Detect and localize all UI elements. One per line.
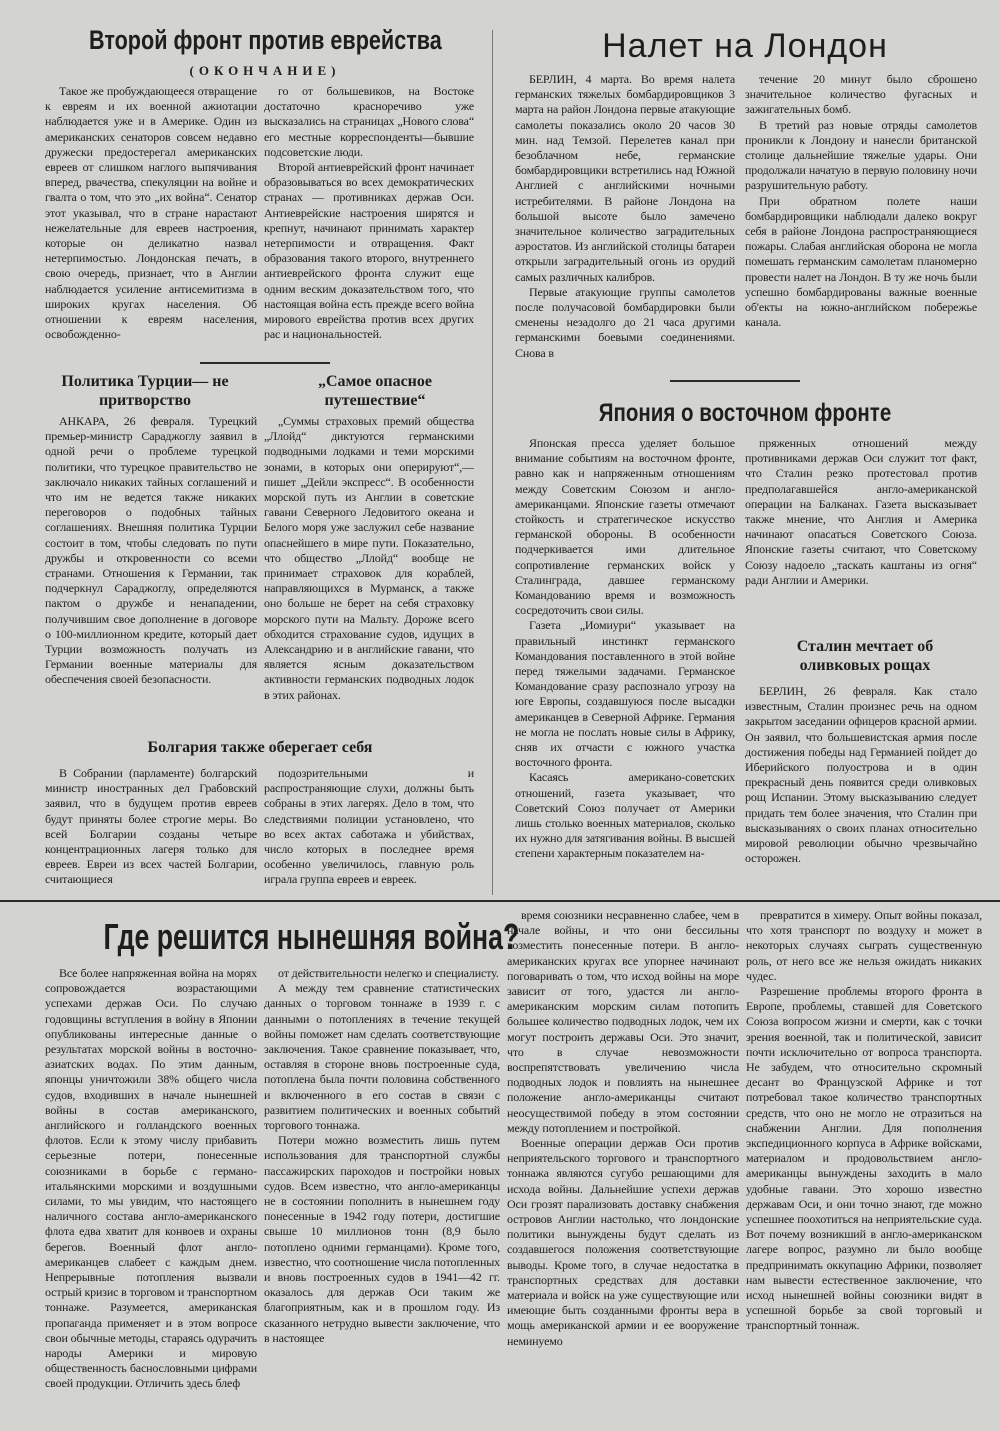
paragraph: время союзники несравненно слабее, чем в начале войны, и что они бессильны возместить понесенные потери. В англо-американских кругах все упорнее начинают поговаривать о том, что исход войны на море зависит от того, удастся ли англо-американским морским силам потопить большее количество подводных лодок, чем их могут построить державы Оси. Это значит, что в случае невозможности воспрепятствовать увеличению числа подводных лодок и повлиять на нынешнее положение англо-американцы считают неосуществимой победу в этом состоянии между потоплением и постройкой. [507, 908, 739, 1135]
divider [670, 380, 800, 382]
dangerous-voyage-text [264, 414, 474, 714]
bulgaria-col1 [45, 766, 257, 894]
paragraph: Такое же пробуждающееся отвращение к евреям и их военной ажиотации наблюдается уже и в Америке. Один из американских сенаторов совсем недавно дружески предостерегал американских евреев от слишком наглого выпячивания вперед, рвачества, спекуляции на войне и гвалта о том, что это „их война“. Сенатор этот указывал, что в стране нарастают нежелательные для евреев настроения, которые он деликатно назвал нетерпимостью. Лондонская печать, в свою очередь, признает, что в Англии наблюдается усиление антисемитизма в широких кругах населения. Об отношении к евреям населения, освобожденно- [45, 84, 257, 342]
war-col2 [264, 966, 500, 1412]
headline-war: Где решится нынешняя война? [103, 916, 520, 957]
paragraph: Военные операции держав Оси против неприятельского торгового и транспортного тоннажа являются сугубо решающими для исхода войны. Дальнейшие успехи держав Оси грозят парализовать доставку снабжения островов Англии настолько, что лондонские политики вынуждены будут сделать из создавшегося положения соответствующие выводы. Кроме того, в случае недостатка в транспортных средствах для доставки материала и войск на уже существующие или имеющие быть созданными фронты вера в мощь американской армии и ее вооружение неминуемо [507, 1136, 739, 1348]
paragraph: Газета „Иомиури“ указывает на правильный инстинкт германского Командования поставленного в этой войне перед тяжелыми задачами. Германское Командование сразу распознало угрозу на юге Европы, создавшуюся после высадки американцев в Северной Африке. Германия не могла не послать новые силы в Африку, сняв их отчасти с южного участка восточного фронта. [515, 618, 735, 770]
paragraph: подозрительными и распространяющие слухи, должны быть собраны в этих лагерях. Дело в том, что следствиями полиции установлено, что во всех актах саботажа и убийствах, число которых в последнее время особенно увеличилось, главную роль играла группа евреев и евреек. [264, 766, 474, 887]
headline-london-raid: Налет на Лондон [602, 27, 888, 65]
paragraph: Все более напряженная война на морях сопровождается возрастающими успехами держав Оси. По случаю годовщины вступления в войну в Японии опубликованы интересные данные о результатах морской войны в восточно-азиатских водах. По этим данным, японцы уничтожили 38% общего числа судов, входивших в начале нынешней войны в состав американского, английского и голландского военных флотов. Если к этому числу прибавить серьезные потери, понесенные союзниками в борьбе с германо-итальянскими морскими и воздушными силами, то мы увидим, что настоящего наличного состава англо-американского флота едва хватит для конвоев и охраны берегов. Военный флот англо-американцев слабеет с каждым днем. Непрерывные потопления вызвали острый кризис в торговом и транспортном тоннаже. Разумеется, американская пропаганда применяет и в этом вопросе свои обычные методы, стараясь одурачить народы Америки и мировую общественность баснословными цифрами своей продукции. Отличить здесь блеф [45, 966, 257, 1391]
second-front-col1 [45, 84, 257, 366]
headline-dangerous-voyage: „Самое опасное путешествие“ [318, 373, 432, 409]
horizontal-rule [0, 900, 1000, 902]
paragraph: При обратном полете наши бомбардировщики наблюдали далеко вокруг себя в районе Лондона распространяющиеся пожары. Слабая английская оборона не могла помешать германским самолетам планомерно провести налет на Лондон. В ту же ночь были успешно бомбардированы важные военные об'екты на южно-английском побережье канала. [745, 193, 977, 330]
paragraph: В Собрании (парламенте) болгарский министр иностранных дел Грабовский заявил, что в будущем против евреев будут приняты более строгие меры. Во всей Болгарии созданы четыре концентрационных лагеря только для евреев. Евреи из всех частей Болгарии, считающиеся [45, 766, 257, 887]
paragraph: го от большевиков, на Востоке достаточно красноречиво уже высказались на страницах „Нового слова“ его местные корреспонденты—бывшие подсоветские люди. [264, 84, 474, 159]
japan-col2 [745, 436, 977, 606]
divider [200, 362, 330, 364]
stalin-text [745, 684, 977, 894]
paragraph: А между тем сравнение статистических данных о торговом тоннаже в 1939 г. с данными о потоплениях в течение текущей войны поможет нам сделать соответствующие заключения. Такое сравнение показывает, что, оставляя в стороне вновь построенные суда, потоплена была почти половина собственного и включенного в его состав в связи с развитием политических и военных событий торгового тоннажа. [264, 981, 500, 1133]
war-col3 [507, 908, 739, 1412]
bulgaria-col2 [264, 766, 474, 894]
paragraph: В третий раз новые отряды самолетов проникли к Лондону и нанесли британской столице дальнейшие тяжелые удары. Они продолжали начатую в первую половину ночи разрушительную работу. [745, 117, 977, 193]
london-col2 [745, 72, 977, 372]
paragraph: течение 20 минут было сброшено значительное количество фугасных и зажигательных бомб. [745, 72, 977, 117]
war-col1 [45, 966, 257, 1412]
paragraph: Разрешение проблемы второго фронта в Европе, проблемы, ставшей для Советского Союза вопросом жизни и смерти, как с точки зрения военной, так и политической, зависит почти исключительно от вопроса транспорта. Не забудем, что относительно скромный десант во Французской Африке и тот потребовал такое количество транспортных средств, что оно не могло не отразиться на снабжении Англии. Для пополнения экспедиционного корпуса в Африке войсками, материалом и продовольствием англо-американцы вынуждены заходить в мало удобные гавани. Это хорошо известно державам Оси, и они точно знают, где можно успешнее поохотиться на неприятельские суда. Вот почему возникший в англо-американском лагере вопрос, разумно ли было вообще предпринимать оккупацию Африки, позволяет нам вывести естественное заключение, что исход нынешней войны союзники видят в успешной борьбе за свой торговый и транспортный тоннаж. [746, 984, 982, 1333]
japan-col1 [515, 436, 735, 894]
turkey-text [45, 414, 257, 712]
headline-second-front: Второй фронт против еврейства [89, 25, 442, 55]
headline-japan: Япония о восточном фронте [598, 399, 892, 427]
paragraph: БЕРЛИН, 4 марта. Во время налета германских тяжелых бомбардировщиков 3 марта на район Лондона первые атакующие самолеты показались около 20 часов 30 мин. над Темзой. Перелетев канал при безоблачном небе, германские бомбардировщики встретились над Южной Англией с английскими ночными истребителями. В районе Лондона на большой высоте было замечено значительное количество заградительных аэростатов. Из английской столицы батареи открыли заградительный огонь из орудий самых различных калибров. [515, 72, 735, 284]
column-rule [492, 30, 493, 895]
paragraph: Первые атакующие группы самолетов после получасовой бомбардировки были сменены незадолго до 21 часа другими германскими боевыми соединениями. Снова в [515, 284, 735, 360]
paragraph: пряженных отношений между противниками держав Оси служит тот факт, что Сталин резко протестовал против предполагавшейся англо-американской операции на Балканах. Газета высказывает также мнение, что Англия и Америка начинают опасаться Советского Союза. Японские газеты считают, что Советскому Союзу надоело „таскать каштаны из огня“ ради Англии и Америки. [745, 436, 977, 587]
paragraph: Потери можно возместить лишь путем использования для транспортной службы пассажирских пароходов и постройки новых судов. Всем известно, что англо-американцы не в состоянии пополнить в нынешнем году понесенные в 1942 году потери, достигшие свыше 10 миллионов тонн (8,9 было потоплено одними германцами). Кроме того, известно, что соотношение числа потопленных и вновь построенных судов в 1941—42 гг. оказалось для держав Оси таким же благоприятным, как и в прошлом году. Из сказанного нетрудно вывести заключение, что в настоящее [264, 1133, 500, 1345]
paragraph: „Суммы страховых премий общества „Ллойд“ диктуются германскими подводными лодками и теми морскими зонами, в которых они оперируют“,—пишет „Дейли экспресс“. В особенности морской путь из Англии в советские гавани Северного Ледовитого океана и Белого моря уже заслужил себе название опаснейшего в мире пути. Показательно, что общество „Ллойд“ вообще не принимает страховок для кораблей, направляющихся в Мурманск, а также оно больше не берет на себя страховку морского пути на Мальту. Дороже всего обходится страхование судов, идущих в Александрию и в английские гавани, что является ясным доказательством активности германских подводных лодок в этих районах. [264, 414, 474, 702]
paragraph: АНКАРА, 26 февраля. Турецкий премьер-министр Сараджоглу заявил в одной речи о проблеме турецкой политики, что турецкое правительство не заключало никаких тайных соглашений и что им не ведется также никаких переговоров о подобных тайных соглашениях. Внешняя политика Турции состоит в том, чтобы следовать по пути дружбы и откровенности со всеми странами. Отношения к Германии, так подчеркнул Сараджоглу, определяются пактом о дружбе и ненападении, получившим свое дополнение в договоре о 100-миллионном кредите, который дает Турции возможность получать из Германии военные материалы для обеспечения своей безопасности. [45, 414, 257, 687]
paragraph: Второй антиеврейский фронт начинает образовываться во всех демократических странах — противниках держав Оси. Антиеврейские настроения ширятся и крепнут, начинают принимать характер нетерпимости и отвращения. Факт образования такого второго, внутреннего антиеврейского фронта служит еще одним веским доказательством того, что настоящая война есть прежде всего война мирового еврейства против всех других рас и национальностей. [264, 160, 474, 342]
headline-bulgaria: Болгария также оберегает себя [147, 739, 373, 756]
paragraph: Касаясь американо-советских отношений, газета указывает, что Советский Союз получает от Америки лишь столько военных материалов, сколько их нужно для затягивания войны. В высшей степени характерным показателем на- [515, 770, 735, 861]
london-col1 [515, 72, 735, 372]
paragraph: превратится в химеру. Опыт войны показал, что хотя транспорт по воздуху и может в некоторых случаях сыграть существенную роль, от него все же нельзя ожидать никаких чудес. [746, 908, 982, 983]
paragraph: от действительности нелегко и специалисту. [278, 966, 499, 980]
second-front-col2 [264, 84, 474, 356]
paragraph: БЕРЛИН, 26 февраля. Как стало известным, Сталин произнес речь на одном закрытом заседании офицеров красной армии. Он заявил, что большевистская армия после достижения победы над Германией пойдет до Иберийского полуострова и в один прекрасный день появится среди оливковых рощ Испании. Этому высказыванию следует придать тем более значения, что Сталин при высказываниях о своих планах относительно мировой революции обычно чрезвычайно осторожен. [745, 684, 977, 866]
war-col4 [746, 908, 982, 1412]
headline-stalin: Сталин мечтает об оливковых рощах [796, 638, 934, 674]
headline-turkey: Политика Турции— не притворство [61, 373, 229, 409]
paragraph: Японская пресса уделяет большое внимание событиям на восточном фронте, равно как и напряженным отношениям между Советским Союзом и англо-американцами. Японские газеты отмечают стойкость и стратегическое искусство германской обороны. В особенности подчеркивается ими длительное сопротивление германских войск у Сталинграда, давшее германскому Командованию время и возможность сосредоточить свои силы. [515, 436, 735, 618]
subtitle-continuation: (ОКОНЧАНИЕ) [189, 63, 341, 78]
